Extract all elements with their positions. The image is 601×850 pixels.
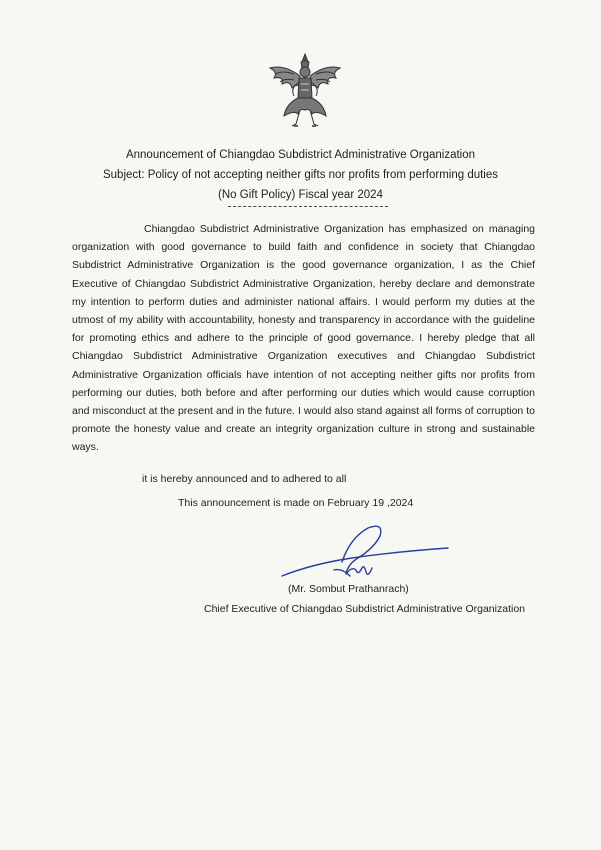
body-paragraph: Chiangdao Subdistrict Administrative Organization has emphasized on managing organization with good governance to build faith and confidence in society that Chiangdao Subdistrict Administrative Organization is the good governance organization, I as the Chief Executive of Chiangdao Subdistrict Administrative Organization, hereby declare and demonstrate my intention to perform duties and administer national affairs. I would perform my duties at the utmost of my ability with accountability, honesty and transparency in accordance with the guideline for promoting ethics and adhere to the principle of good governance. I hereby pledge that all Chiangdao Subdistrict Administrative Organization executives and Chiangdao Subdistrict Administrative Organization officials have intention of not accepting neither gifts nor profits from performing our duties, both before and after performing our duties which would cause corruption and misconduct at the present and in the future. I would also stand against all forms of corruption to promote the honesty value and create an integrity organization culture in strong and sustainable ways.: [72, 223, 535, 454]
announcement-subtitle: (No Gift Policy) Fiscal year 2024: [218, 189, 383, 201]
title-divider: [228, 206, 388, 207]
garuda-emblem-icon: [264, 50, 346, 132]
signer-name: (Mr. Sombut Prathanrach): [288, 583, 409, 595]
announcement-title: Announcement of Chiangdao Subdistrict Administrative Organization: [125, 149, 476, 161]
signer-title: Chief Executive of Chiangdao Subdistrict Administrative Organization: [204, 603, 525, 615]
announcement-date: This announcement is made on February 19 ,2024: [178, 497, 414, 509]
announcement-statement: it is hereby announced and to adhered to all: [142, 473, 347, 485]
announcement-subject: Subject: Policy of not accepting neither gifts nor profits from performing duties: [102, 169, 499, 181]
handwritten-signature: [272, 518, 452, 588]
